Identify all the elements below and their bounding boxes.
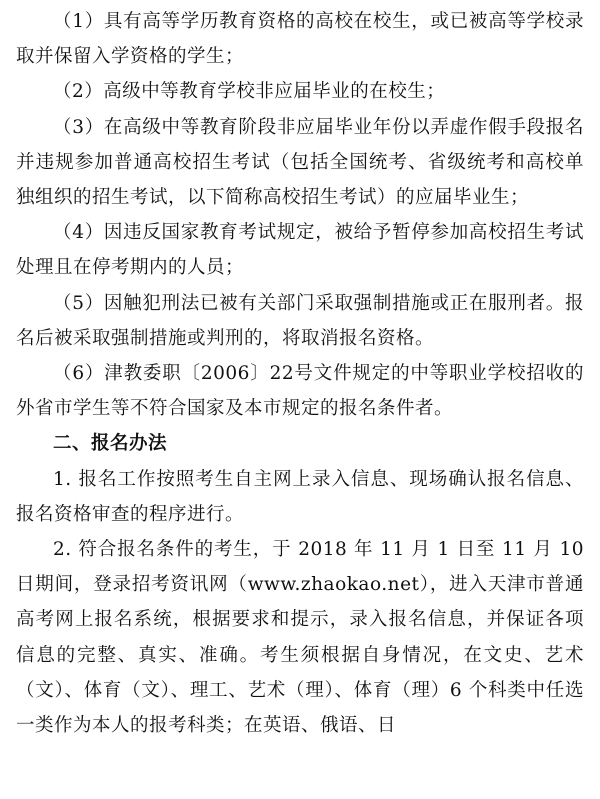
paragraph-method-1: 1. 报名工作按照考生自主网上录入信息、现场确认报名信息、报名资格审查的程序进行。 [16, 468, 584, 525]
section-heading: 二、报名办法 [53, 433, 168, 455]
paragraph-condition-4: （4）因违反国家教育考试规定，被给予暂停参加高校招生考试处理且在停考期内的人员； [16, 222, 584, 279]
paragraph-method-2: 2. 符合报名条件的考生，于 2018 年 11 月 1 日至 11 月 10 日期间，登录招考资讯网（www.zhaokao.net），进入天津市普通高考网上报名系统，根据要求和提示，录入报名信息，并保证各项信息的完整、真实、准确。考生须根据自身情况，在文史、艺术（文）、体育（文）、理工、艺术（理）、体育（理）6 个科类中任选一类作为本人的报考科类；在英语、俄语、日 [16, 539, 584, 737]
paragraph-condition-5: （5）因触犯刑法已被有关部门采取强制措施或正在服刑者。报名后被采取强制措施或判刑的，将取消报名资格。 [16, 292, 584, 349]
paragraph-condition-2: （2）高级中等教育学校非应届毕业的在校生； [53, 81, 446, 103]
paragraph-condition-1: （1）具有高等学历教育资格的高校在校生，或已被高等学校录取并保留入学资格的学生； [16, 11, 584, 68]
paragraph-condition-6: （6）津教委职〔2006〕22号文件规定的中等职业学校招收的外省市学生等不符合国家及本市规定的报名条件者。 [16, 363, 584, 420]
paragraph-condition-3: （3）在高级中等教育阶段非应届毕业年份以弄虚作假手段报名并违规参加普通高校招生考试（包括全国统考、省级统考和高校单独组织的招生考试，以下简称高校招生考试）的应届毕业生； [16, 116, 584, 209]
